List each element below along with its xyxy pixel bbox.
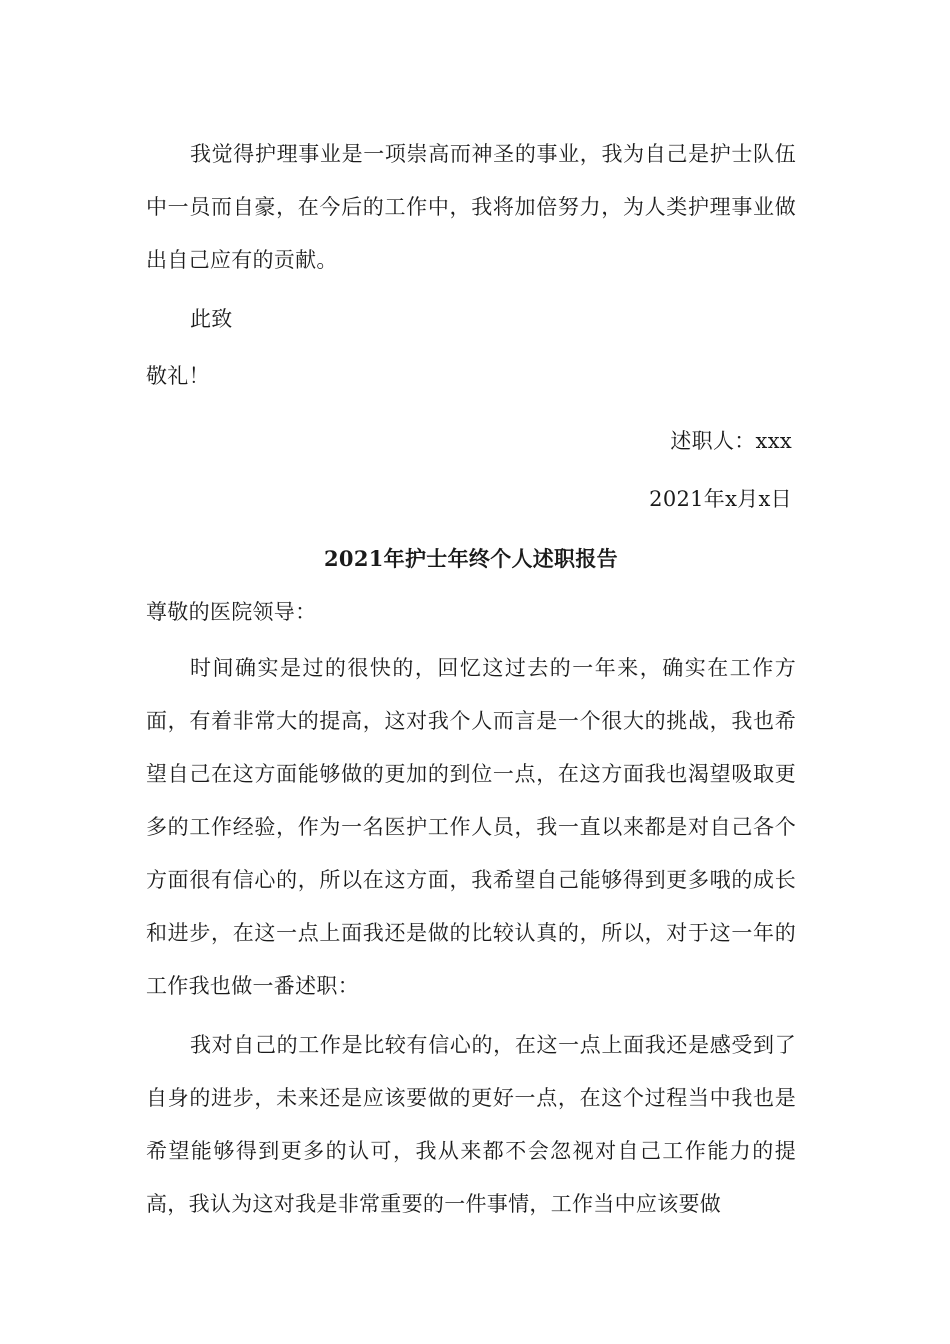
report-title: 2021年护士年终个人述职报告 [324,546,618,571]
regards-line-2: 敬礼！ [146,364,210,388]
regards-line-1: 此致 [190,307,233,331]
closing-paragraph: 我觉得护理事业是一项崇高而神圣的事业，我为自己是护士队伍中一员而自豪，在今后的工作中，我将加倍努力，为人类护理事业做出自己应有的贡献。 [146,142,796,272]
body-paragraph-2: 我对自己的工作是比较有信心的，在这一点上面我还是感受到了自身的进步，未来还是应该要做的更好一点，在这个过程当中我也是希望能够得到更多的认可，我从来都不会忽视对自己工作能力的提高，我认为这对我是非常重要的一件事情，工作当中应该要做 [146,1033,796,1216]
body-paragraph-1: 时间确实是过的很快的，回忆这过去的一年来，确实在工作方面，有着非常大的提高，这对我个人而言是一个很大的挑战，我也希望自己在这方面能够做的更加的到位一点，在这方面我也渴望吸取更多的工作经验，作为一名医护工作人员，我一直以来都是对自己各个方面很有信心的，所以在这方面，我希望自己能够得到更多哦的成长和进步，在这一点上面我还是做的比较认真的，所以，对于这一年的工作我也做一番述职： [146,656,796,998]
salutation: 尊敬的医院领导： [146,600,317,624]
signature-line: 述职人：xxx [670,429,792,453]
document-content [146,128,796,1231]
date-line: 2021年x月x日 [649,487,792,511]
